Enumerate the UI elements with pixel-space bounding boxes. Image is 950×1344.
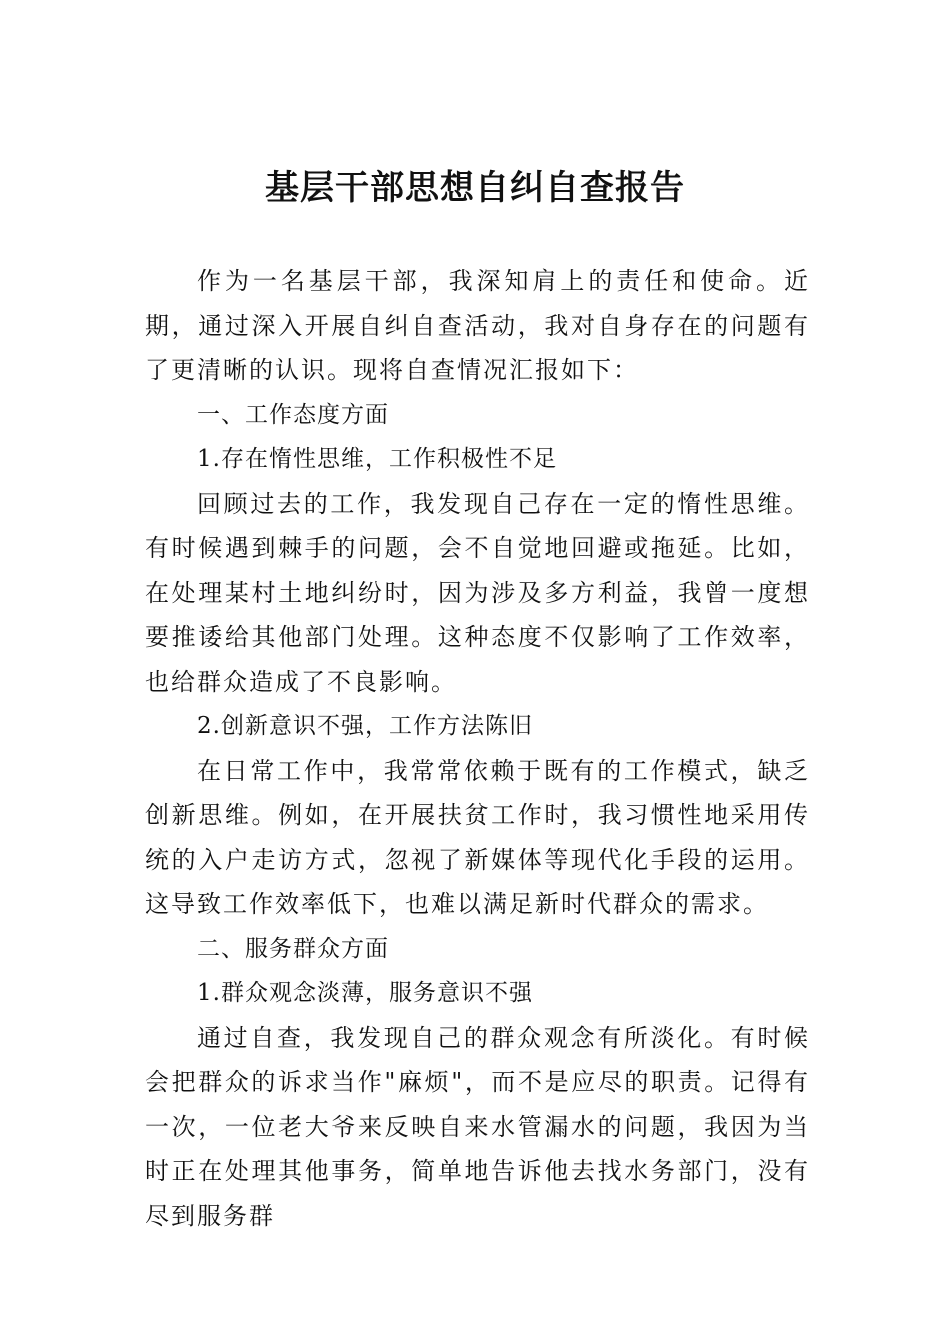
subsection-heading: 1.群众观念淡薄，服务意识不强 [197,980,533,1006]
section-heading: 一、工作态度方面 [197,401,389,428]
body-paragraph: 回顾过去的工作，我发现自己存在一定的惰性思维。有时候遇到棘手的问题，会不自觉地回避或拖延。比如，在处理某村土地纠纷时，因为涉及多方利益，我曾一度想要推诿给其他部门处理。这种态度不仅影响了工作效率，也给群众造成了不良影响。 [145,489,810,696]
document-body [145,259,810,1238]
section-work-attitude [145,393,810,927]
section-serving-public [145,927,810,1239]
intro-paragraph: 作为一名基层干部，我深知肩上的责任和使命。近期，通过深入开展自纠自查活动，我对自身存在的问题有了更清晰的认识。现将自查情况汇报如下： [145,267,810,384]
document-title: 基层干部思想自纠自查报告 [265,168,685,208]
body-paragraph: 通过自查，我发现自己的群众观念有所淡化。有时候会把群众的诉求当作"麻烦"，而不是应尽的职责。记得有一次，一位老大爷来反映自来水管漏水的问题，我因为当时正在处理其他事务，简单地告诉他去找水务部门，没有尽到服务群 [145,1023,810,1230]
subsection-heading: 1.存在惰性思维，工作积极性不足 [197,446,557,472]
section-heading: 二、服务群众方面 [197,935,389,962]
body-paragraph: 在日常工作中，我常常依赖于既有的工作模式，缺乏创新思维。例如，在开展扶贫工作时，我习惯性地采用传统的入户走访方式，忽视了新媒体等现代化手段的运用。这导致工作效率低下，也难以满足新时代群众的需求。 [145,756,810,918]
subsection-heading: 2.创新意识不强，工作方法陈旧 [197,713,533,739]
